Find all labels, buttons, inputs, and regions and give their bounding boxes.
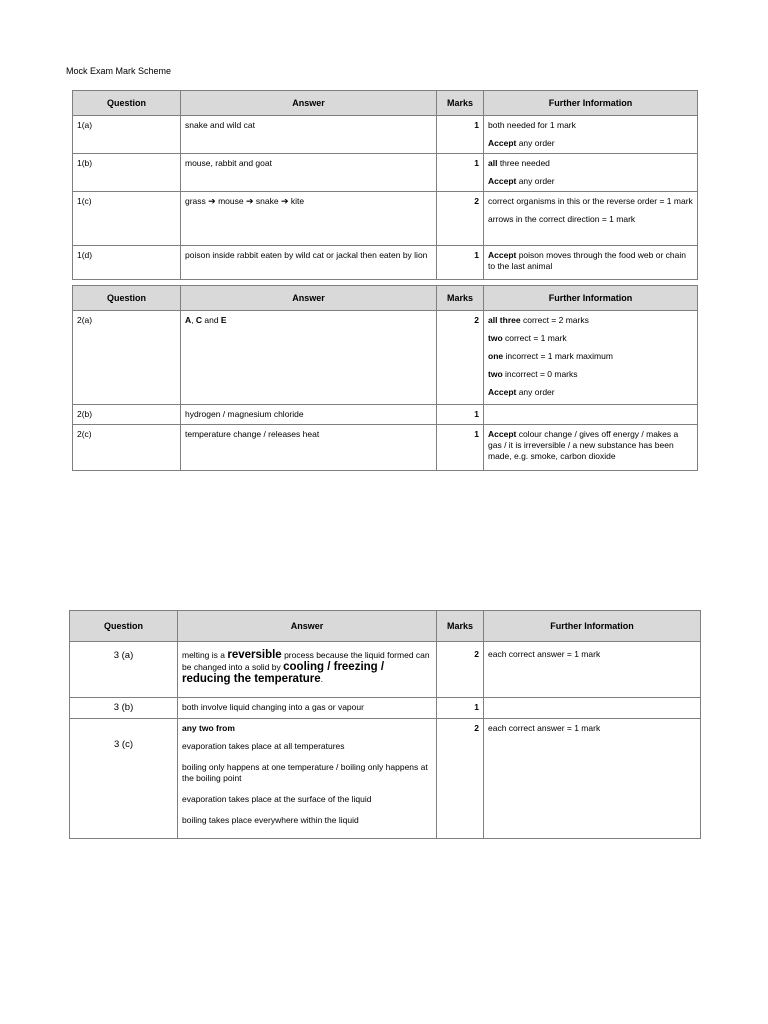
arrow-right-icon: ➔ — [208, 196, 216, 206]
header-answer: Answer — [181, 286, 437, 311]
keyword-cooling: cooling / freezing / reducing the temperature — [182, 661, 385, 685]
info-line: one incorrect = 1 mark maximum — [488, 351, 613, 361]
arrow-right-icon: ➔ — [280, 196, 289, 206]
marks-value: 2 — [474, 649, 479, 659]
marks-value: 2 — [474, 196, 479, 206]
info-line: correct organisms in this or the reverse order = 1 mark — [488, 196, 693, 206]
question-number: 1(d) — [77, 250, 93, 260]
info-line: Accept any order — [488, 176, 555, 186]
table-row — [73, 425, 698, 471]
header-answer: Answer — [181, 91, 437, 116]
table-row — [70, 719, 701, 839]
header-further-information: Further Information — [484, 286, 698, 311]
question-number: 2(a) — [77, 315, 93, 325]
table-row — [73, 192, 698, 246]
marks-value: 1 — [474, 429, 479, 439]
answer-food-chain: grass ➔ mouse ➔ snake ➔ kite — [185, 196, 305, 206]
info-line: arrows in the correct direction = 1 mark — [488, 214, 636, 224]
keyword-reversible: reversible — [227, 649, 282, 661]
further-information — [484, 698, 700, 706]
question-number: 2(c) — [77, 429, 92, 439]
header-further-information: Further Information — [484, 611, 701, 642]
table-row — [73, 405, 698, 425]
info-line: all three needed — [488, 158, 550, 168]
mark-scheme-table-3 — [69, 610, 701, 839]
table-header-row — [73, 91, 698, 116]
question-number: 3 (c) — [114, 739, 133, 750]
question-number: 1(b) — [77, 158, 93, 168]
mark-scheme-table-1 — [72, 90, 698, 280]
answer-text: hydrogen / magnesium chloride — [185, 409, 304, 419]
info-line: two correct = 1 mark — [488, 333, 567, 343]
table-row — [70, 642, 701, 698]
answer-text: mouse, rabbit and goat — [185, 158, 272, 168]
info-line: Accept colour change / gives off energy / makes a gas / it is irreversible / a new substance has been made, e.g. smoke, carbon dioxide — [488, 429, 679, 461]
table-header-row — [73, 286, 698, 311]
info-line: two incorrect = 0 marks — [488, 369, 578, 379]
answer-line: evaporation takes place at the surface of the liquid — [182, 794, 372, 804]
header-marks: Marks — [437, 91, 484, 116]
mark-scheme-table-2 — [72, 285, 698, 471]
header-marks: Marks — [437, 611, 484, 642]
answer-text: temperature change / releases heat — [185, 429, 320, 439]
marks-value: 2 — [474, 723, 479, 733]
header-answer: Answer — [178, 611, 437, 642]
info-line: both needed for 1 mark — [488, 120, 576, 130]
table-row — [73, 246, 698, 280]
further-information — [484, 192, 697, 229]
answer-line: evaporation takes place at all temperatures — [182, 741, 345, 751]
further-information — [484, 246, 697, 276]
answer-text: both involve liquid changing into a gas or vapour — [182, 702, 364, 712]
marks-value: 1 — [474, 409, 479, 419]
table-row — [70, 698, 701, 719]
further-information — [484, 405, 697, 413]
answer-text: snake and wild cat — [185, 120, 255, 130]
further-information — [484, 425, 697, 466]
header-question: Question — [73, 286, 181, 311]
document-title: Mock Exam Mark Scheme — [66, 66, 172, 76]
info-line: Accept poison moves through the food web or chain to the last animal — [488, 250, 686, 271]
answer-text: poison inside rabbit eaten by wild cat or jackal then eaten by lion — [185, 250, 428, 260]
further-information — [484, 116, 697, 153]
further-information — [484, 642, 700, 664]
header-question: Question — [73, 91, 181, 116]
info-line: each correct answer = 1 mark — [488, 649, 601, 659]
table-row — [73, 311, 698, 405]
question-number: 1(c) — [77, 196, 92, 206]
info-line: all three correct = 2 marks — [488, 315, 589, 325]
header-further-information: Further Information — [484, 91, 698, 116]
answer-text: A, C and E — [185, 315, 227, 325]
marks-value: 1 — [474, 158, 479, 168]
question-number: 3 (a) — [113, 650, 134, 661]
marks-value: 1 — [474, 250, 479, 260]
info-line: each correct answer = 1 mark — [488, 723, 601, 733]
marks-value: 2 — [474, 315, 479, 325]
marks-value: 1 — [474, 702, 479, 712]
further-information — [484, 311, 697, 402]
table-row — [73, 154, 698, 192]
further-information — [484, 719, 700, 738]
table-header-row — [70, 611, 701, 642]
header-question: Question — [70, 611, 178, 642]
answer-line: boiling only happens at one temperature / boiling only happens at the boiling point — [182, 762, 428, 783]
question-number: 2(b) — [77, 409, 93, 419]
question-number: 3 (b) — [113, 702, 134, 713]
info-line: Accept any order — [488, 138, 555, 148]
marks-value: 1 — [474, 120, 479, 130]
answer-line: boiling takes place everywhere within the liquid — [182, 815, 359, 825]
info-line: Accept any order — [488, 387, 555, 397]
header-marks: Marks — [437, 286, 484, 311]
further-information — [484, 154, 697, 191]
answer-line: any two from — [182, 723, 235, 733]
question-number: 1(a) — [77, 120, 93, 130]
answer-text: melting is a reversible process because the liquid formed can be changed into a solid by cooling / freezing / reducing the temperature. — [182, 649, 430, 685]
arrow-right-icon: ➔ — [245, 196, 254, 206]
table-row — [73, 116, 698, 154]
answer-text — [178, 719, 436, 830]
